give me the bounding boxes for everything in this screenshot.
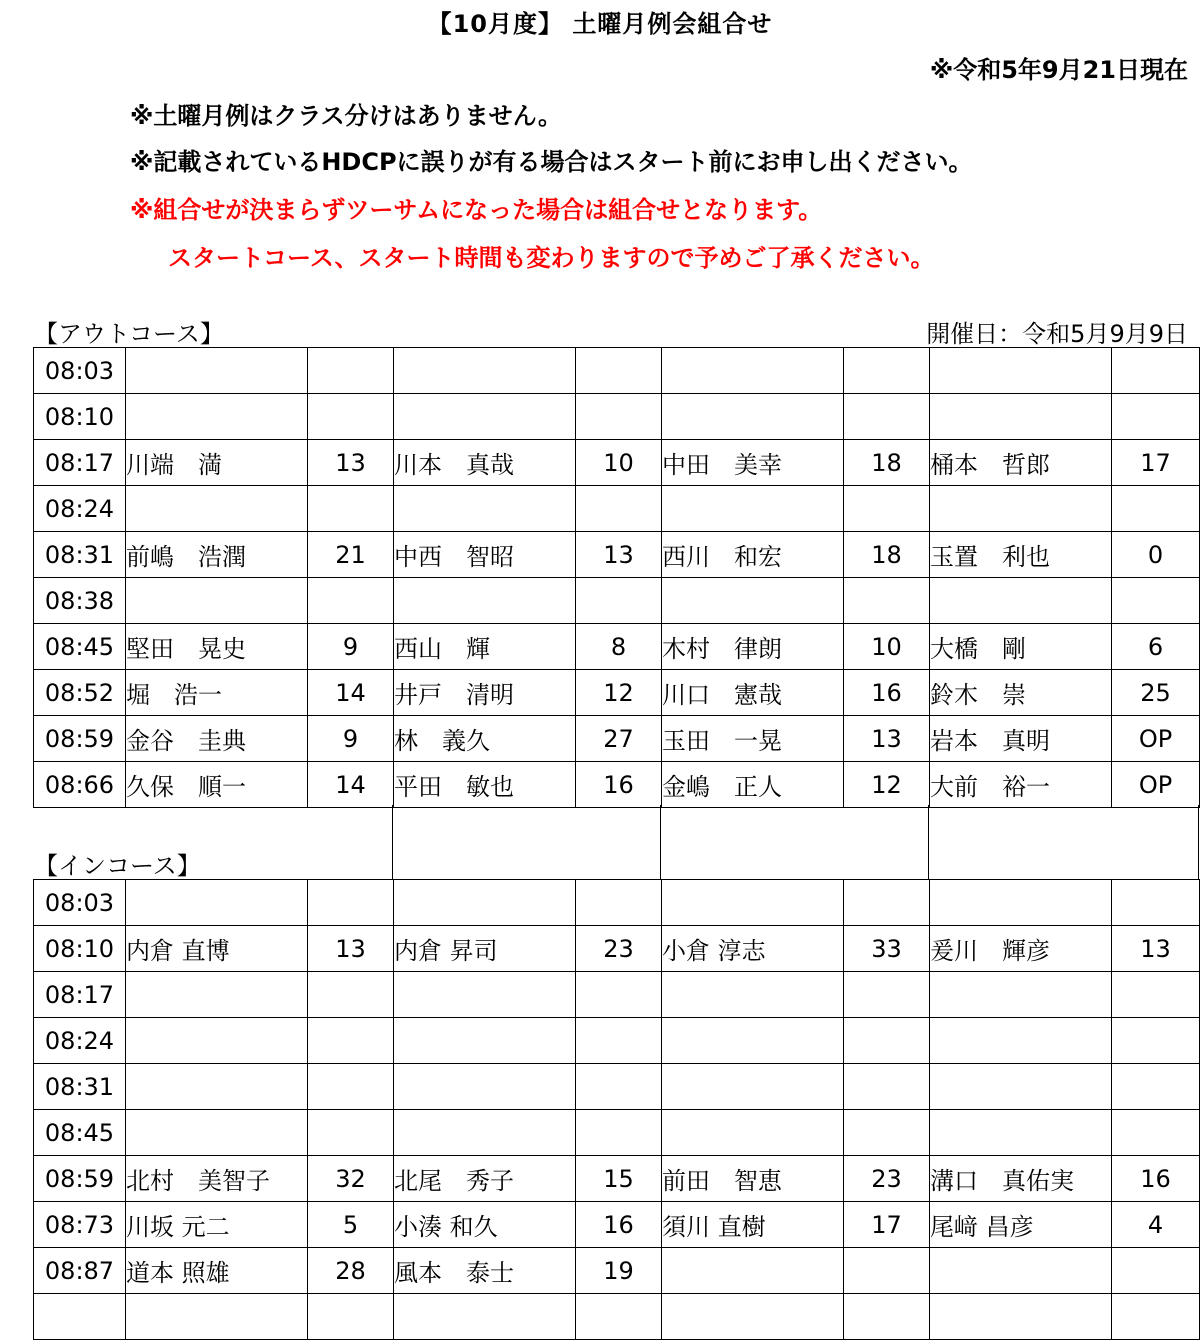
tee-time — [34, 1294, 126, 1340]
player-hdcp: 13 — [844, 716, 930, 762]
in-course-label: 【インコース】 — [34, 852, 201, 880]
player-name — [394, 1110, 576, 1156]
player-hdcp: 23 — [844, 1156, 930, 1202]
table-row — [34, 716, 1200, 762]
table-row — [34, 670, 1200, 716]
player-hdcp — [308, 880, 394, 926]
player-hdcp: 9 — [308, 624, 394, 670]
player-name: 爰川 輝彦 — [930, 926, 1112, 972]
player-hdcp — [1112, 880, 1200, 926]
player-hdcp — [308, 1064, 394, 1110]
player-name: 大橋 剛 — [930, 624, 1112, 670]
tee-time: 08:45 — [34, 624, 126, 670]
player-name — [930, 394, 1112, 440]
table-row — [34, 578, 1200, 624]
player-name — [662, 348, 844, 394]
player-name — [930, 578, 1112, 624]
player-hdcp: 13 — [576, 532, 662, 578]
player-name: 玉置 利也 — [930, 532, 1112, 578]
player-name — [930, 1064, 1112, 1110]
player-name: 内倉 直博 — [126, 926, 308, 972]
player-name: 久保 順一 — [126, 762, 308, 808]
player-name — [662, 486, 844, 532]
player-hdcp: 18 — [844, 440, 930, 486]
table-row — [34, 1294, 1200, 1340]
tee-time: 08:31 — [34, 1064, 126, 1110]
player-name: 堅田 晃史 — [126, 624, 308, 670]
tee-time: 08:03 — [34, 880, 126, 926]
player-name: 前田 智恵 — [662, 1156, 844, 1202]
player-name: 木村 律朗 — [662, 624, 844, 670]
out-course-table — [33, 347, 1200, 808]
note-hdcp: ※記載されているHDCPに誤りが有る場合はスタート前にお申し出ください。 — [130, 148, 973, 176]
table-row — [34, 1064, 1200, 1110]
table-row — [34, 394, 1200, 440]
table-row — [34, 880, 1200, 926]
player-name — [394, 1018, 576, 1064]
player-hdcp — [844, 1018, 930, 1064]
table-row — [34, 486, 1200, 532]
table-row — [34, 1248, 1200, 1294]
player-name — [930, 486, 1112, 532]
player-hdcp: 25 — [1112, 670, 1200, 716]
tee-time: 08:87 — [34, 1248, 126, 1294]
player-hdcp: 10 — [844, 624, 930, 670]
table-row — [34, 1018, 1200, 1064]
note-start-change: スタートコース、スタート時間も変わりますので予めご了承ください。 — [168, 244, 935, 272]
player-hdcp — [844, 348, 930, 394]
player-hdcp: 33 — [844, 926, 930, 972]
out-course-label: 【アウトコース】 — [34, 320, 224, 348]
player-hdcp — [576, 972, 662, 1018]
player-hdcp — [1112, 1294, 1200, 1340]
player-hdcp: 6 — [1112, 624, 1200, 670]
player-name — [394, 486, 576, 532]
player-hdcp: 16 — [844, 670, 930, 716]
player-hdcp — [576, 486, 662, 532]
player-hdcp — [576, 578, 662, 624]
player-hdcp — [844, 1248, 930, 1294]
tee-time: 08:59 — [34, 716, 126, 762]
table-row — [34, 926, 1200, 972]
table-row — [34, 440, 1200, 486]
page-title: 【10月度】 土曜月例会組合せ — [427, 10, 773, 38]
player-hdcp — [1112, 578, 1200, 624]
player-hdcp — [1112, 1018, 1200, 1064]
player-name — [126, 880, 308, 926]
player-name — [126, 348, 308, 394]
tee-time: 08:73 — [34, 1202, 126, 1248]
player-hdcp: OP — [1112, 762, 1200, 808]
player-name — [930, 972, 1112, 1018]
player-hdcp: 16 — [1112, 1156, 1200, 1202]
player-name — [394, 578, 576, 624]
table-row — [34, 624, 1200, 670]
player-hdcp: 5 — [308, 1202, 394, 1248]
player-hdcp: 13 — [1112, 926, 1200, 972]
player-hdcp — [308, 972, 394, 1018]
tee-time: 08:45 — [34, 1110, 126, 1156]
player-name: 岩本 真明 — [930, 716, 1112, 762]
as-of-date: ※令和5年9月21日現在 — [929, 56, 1188, 84]
player-name — [394, 1294, 576, 1340]
player-hdcp — [308, 1018, 394, 1064]
player-hdcp: 9 — [308, 716, 394, 762]
player-hdcp: 27 — [576, 716, 662, 762]
tee-time: 08:52 — [34, 670, 126, 716]
player-name: 小倉 淳志 — [662, 926, 844, 972]
player-hdcp — [576, 394, 662, 440]
player-name — [394, 348, 576, 394]
player-hdcp: 13 — [308, 926, 394, 972]
player-name — [930, 1018, 1112, 1064]
note-no-class: ※土曜月例はクラス分けはありません。 — [130, 102, 563, 130]
player-hdcp — [1112, 1110, 1200, 1156]
tee-time: 08:24 — [34, 1018, 126, 1064]
player-hdcp: 14 — [308, 762, 394, 808]
player-hdcp — [844, 972, 930, 1018]
table-row — [34, 1156, 1200, 1202]
player-hdcp — [844, 578, 930, 624]
player-name — [662, 1110, 844, 1156]
player-hdcp — [844, 1064, 930, 1110]
player-name: 川端 満 — [126, 440, 308, 486]
table-row — [34, 1110, 1200, 1156]
player-hdcp — [576, 348, 662, 394]
tee-time: 08:38 — [34, 578, 126, 624]
player-hdcp: 17 — [844, 1202, 930, 1248]
player-name — [662, 880, 844, 926]
player-name — [126, 1018, 308, 1064]
player-hdcp — [844, 1294, 930, 1340]
player-hdcp: 12 — [844, 762, 930, 808]
player-name: 中西 智昭 — [394, 532, 576, 578]
table-row — [34, 1202, 1200, 1248]
player-name: 平田 敏也 — [394, 762, 576, 808]
player-name — [930, 880, 1112, 926]
player-name — [394, 394, 576, 440]
tee-time: 08:10 — [34, 926, 126, 972]
player-name — [662, 1294, 844, 1340]
player-hdcp — [576, 880, 662, 926]
tee-time: 08:59 — [34, 1156, 126, 1202]
player-hdcp: 19 — [576, 1248, 662, 1294]
player-hdcp: 10 — [576, 440, 662, 486]
player-name — [126, 1294, 308, 1340]
player-hdcp — [844, 486, 930, 532]
player-name: 内倉 昇司 — [394, 926, 576, 972]
table-row — [34, 532, 1200, 578]
player-hdcp — [844, 880, 930, 926]
player-name: 小湊 和久 — [394, 1202, 576, 1248]
player-hdcp — [1112, 348, 1200, 394]
tee-time: 08:24 — [34, 486, 126, 532]
player-hdcp — [844, 1110, 930, 1156]
player-hdcp: 21 — [308, 532, 394, 578]
player-name — [662, 1064, 844, 1110]
player-name: 尾﨑 昌彦 — [930, 1202, 1112, 1248]
player-name — [662, 578, 844, 624]
player-hdcp — [1112, 1248, 1200, 1294]
player-name: 西山 輝 — [394, 624, 576, 670]
player-name: 川本 真哉 — [394, 440, 576, 486]
player-name — [662, 1018, 844, 1064]
player-name: 前嶋 浩潤 — [126, 532, 308, 578]
player-name: 桶本 哲郎 — [930, 440, 1112, 486]
player-hdcp: 16 — [576, 1202, 662, 1248]
player-name — [662, 394, 844, 440]
player-name: 金嶋 正人 — [662, 762, 844, 808]
player-name: 北尾 秀子 — [394, 1156, 576, 1202]
player-hdcp — [1112, 394, 1200, 440]
player-name — [394, 880, 576, 926]
player-hdcp: 16 — [576, 762, 662, 808]
player-name: 堀 浩一 — [126, 670, 308, 716]
player-name: 中田 美幸 — [662, 440, 844, 486]
table-row — [34, 348, 1200, 394]
table-gap-divider — [660, 805, 661, 879]
player-hdcp: 18 — [844, 532, 930, 578]
table-gap — [392, 805, 1199, 879]
player-hdcp — [576, 1064, 662, 1110]
player-hdcp: 15 — [576, 1156, 662, 1202]
player-name: 須川 直樹 — [662, 1202, 844, 1248]
player-name — [126, 1064, 308, 1110]
player-hdcp — [1112, 1064, 1200, 1110]
player-name — [662, 1248, 844, 1294]
table-row — [34, 972, 1200, 1018]
player-name: 風本 泰士 — [394, 1248, 576, 1294]
player-hdcp — [1112, 486, 1200, 532]
player-name: 西川 和宏 — [662, 532, 844, 578]
player-name — [930, 1248, 1112, 1294]
tee-time: 08:66 — [34, 762, 126, 808]
player-hdcp: 0 — [1112, 532, 1200, 578]
player-name: 井戸 清明 — [394, 670, 576, 716]
table-row — [34, 762, 1200, 808]
player-name: 大前 裕一 — [930, 762, 1112, 808]
player-name: 川坂 元二 — [126, 1202, 308, 1248]
player-name — [930, 1294, 1112, 1340]
player-name — [930, 1110, 1112, 1156]
tee-time: 08:31 — [34, 532, 126, 578]
player-hdcp: 17 — [1112, 440, 1200, 486]
player-name — [126, 972, 308, 1018]
player-hdcp — [844, 394, 930, 440]
player-name: 鈴木 崇 — [930, 670, 1112, 716]
player-name — [126, 486, 308, 532]
player-hdcp — [308, 348, 394, 394]
in-course-table — [33, 879, 1200, 1340]
player-hdcp — [576, 1018, 662, 1064]
player-name: 玉田 一晃 — [662, 716, 844, 762]
note-twosome: ※組合せが決まらずツーサムになった場合は組合せとなります。 — [130, 196, 823, 224]
player-hdcp: 28 — [308, 1248, 394, 1294]
player-hdcp: 32 — [308, 1156, 394, 1202]
player-name: 川口 憲哉 — [662, 670, 844, 716]
player-hdcp: 23 — [576, 926, 662, 972]
table-gap-divider — [928, 805, 929, 879]
tee-time: 08:17 — [34, 972, 126, 1018]
player-hdcp: OP — [1112, 716, 1200, 762]
tee-time: 08:10 — [34, 394, 126, 440]
player-hdcp — [308, 1294, 394, 1340]
player-hdcp — [576, 1110, 662, 1156]
player-name — [662, 972, 844, 1018]
player-name: 林 義久 — [394, 716, 576, 762]
event-date: 開催日：令和5月9月9日 — [926, 320, 1188, 348]
player-name — [394, 972, 576, 1018]
player-hdcp — [1112, 972, 1200, 1018]
player-hdcp — [308, 578, 394, 624]
player-hdcp: 12 — [576, 670, 662, 716]
player-hdcp: 4 — [1112, 1202, 1200, 1248]
player-name: 道本 照雄 — [126, 1248, 308, 1294]
player-name: 溝口 真佑実 — [930, 1156, 1112, 1202]
player-name — [126, 394, 308, 440]
player-name: 北村 美智子 — [126, 1156, 308, 1202]
player-name — [930, 348, 1112, 394]
player-name: 金谷 圭典 — [126, 716, 308, 762]
player-name — [126, 1110, 308, 1156]
player-hdcp — [576, 1294, 662, 1340]
player-hdcp — [308, 394, 394, 440]
player-hdcp: 8 — [576, 624, 662, 670]
player-name — [126, 578, 308, 624]
player-hdcp: 14 — [308, 670, 394, 716]
player-name — [394, 1064, 576, 1110]
tee-time: 08:03 — [34, 348, 126, 394]
player-hdcp: 13 — [308, 440, 394, 486]
player-hdcp — [308, 1110, 394, 1156]
player-hdcp — [308, 486, 394, 532]
tee-time: 08:17 — [34, 440, 126, 486]
